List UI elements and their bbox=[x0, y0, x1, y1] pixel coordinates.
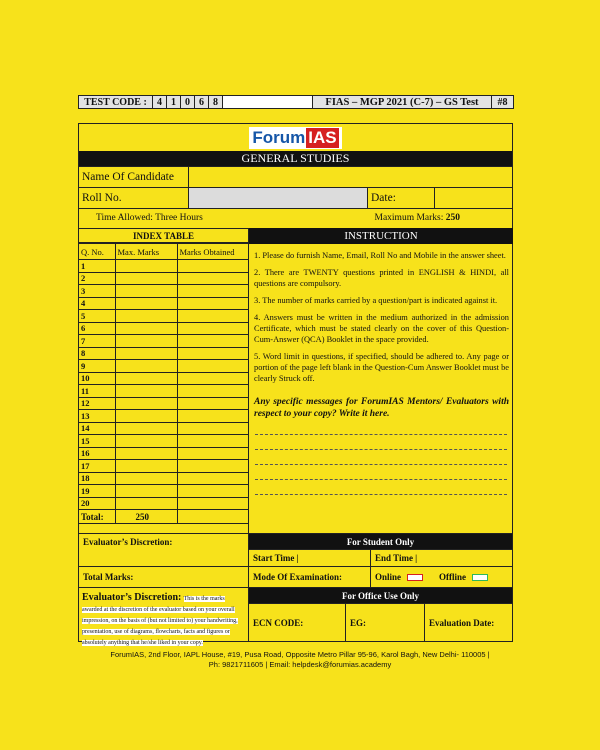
student-only-header: For Student Only bbox=[248, 533, 513, 550]
max-marks-cell bbox=[115, 335, 177, 348]
marks-obtained-cell[interactable] bbox=[177, 497, 248, 510]
max-marks-cell bbox=[115, 410, 177, 423]
max-marks-cell bbox=[115, 422, 177, 435]
answer-sheet-form bbox=[78, 123, 513, 646]
max-marks-value: 250 bbox=[445, 212, 460, 223]
question-number: 9 bbox=[79, 360, 115, 373]
message-line[interactable] bbox=[255, 480, 507, 495]
max-marks-cell bbox=[115, 285, 177, 298]
index-row bbox=[79, 335, 248, 348]
logo-ias-text: IAS bbox=[308, 127, 337, 147]
index-table bbox=[79, 228, 249, 533]
test-code-digit: 1 bbox=[167, 95, 181, 109]
marks-obtained-cell[interactable] bbox=[177, 435, 248, 448]
question-number: 6 bbox=[79, 322, 115, 335]
message-line[interactable] bbox=[255, 465, 507, 480]
question-number: 10 bbox=[79, 372, 115, 385]
max-marks-cell bbox=[115, 485, 177, 498]
roll-row bbox=[79, 187, 512, 208]
index-row bbox=[79, 272, 248, 285]
roll-label: Roll No. bbox=[79, 188, 189, 208]
marks-obtained-cell[interactable] bbox=[177, 372, 248, 385]
instruction-item: 1. Please do furnish Name, Email, Roll No and Mobile in the answer sheet. bbox=[254, 251, 506, 260]
mentor-message-prompt: Any specific messages for ForumIAS Mentors/ Evaluators with respect to your copy? Write it here. bbox=[254, 397, 509, 419]
max-marks-cell bbox=[115, 260, 177, 273]
name-row bbox=[79, 166, 512, 187]
max-marks-label: Maximum Marks: bbox=[374, 212, 444, 223]
index-row bbox=[79, 285, 248, 298]
marks-obtained-cell[interactable] bbox=[177, 285, 248, 298]
index-table-header bbox=[79, 244, 248, 260]
marks-obtained-cell[interactable] bbox=[177, 297, 248, 310]
question-number: 3 bbox=[79, 285, 115, 298]
max-marks-cell bbox=[115, 497, 177, 510]
message-line[interactable] bbox=[255, 435, 507, 450]
test-code-digit: 0 bbox=[181, 95, 195, 109]
total-obtained-cell bbox=[177, 510, 248, 524]
test-code-bar bbox=[78, 95, 514, 109]
marks-obtained-cell[interactable] bbox=[177, 485, 248, 498]
instruction-item: 4. Answers must be written in the medium authorized in the admission Certificate, which must be stated clearly on the cover of this Question-Cum-Answer (QCA) Booklet in the space provided. bbox=[254, 313, 509, 344]
max-marks-cell bbox=[115, 297, 177, 310]
max-marks-cell bbox=[115, 310, 177, 323]
question-number: 14 bbox=[79, 422, 115, 435]
total-value: 250 bbox=[115, 510, 177, 524]
marks-obtained-cell[interactable] bbox=[177, 422, 248, 435]
index-row bbox=[79, 410, 248, 423]
marks-obtained-cell[interactable] bbox=[177, 322, 248, 335]
index-row bbox=[79, 310, 248, 323]
footer-contact: Ph: 9821711605 | Email: helpdesk@forumias.academy bbox=[208, 660, 392, 669]
question-number: 13 bbox=[79, 410, 115, 423]
index-row bbox=[79, 260, 248, 273]
ecn-code-cell[interactable]: ECN CODE: bbox=[248, 603, 346, 642]
index-row bbox=[79, 397, 248, 410]
index-row bbox=[79, 485, 248, 498]
marks-obtained-cell[interactable] bbox=[177, 472, 248, 485]
total-marks-cell: Total Marks: bbox=[79, 566, 249, 588]
question-number: 5 bbox=[79, 310, 115, 323]
start-time-cell[interactable]: Start Time | bbox=[248, 549, 371, 567]
footer bbox=[0, 650, 600, 670]
evaluator-discretion-label: Evaluator’s Discretion: bbox=[83, 537, 173, 547]
offline-checkbox[interactable] bbox=[472, 574, 488, 581]
message-line[interactable] bbox=[255, 450, 507, 465]
question-number: 16 bbox=[79, 447, 115, 460]
roll-field[interactable] bbox=[189, 188, 368, 208]
instruction-item: 2. There are TWENTY questions printed in ENGLISH & HINDI, all questions are compulsory. bbox=[254, 268, 509, 288]
col-qno: Q. No. bbox=[79, 244, 115, 260]
question-number: 1 bbox=[79, 260, 115, 273]
mode-options bbox=[370, 566, 513, 588]
test-code-digit: 4 bbox=[153, 95, 167, 109]
marks-obtained-cell[interactable] bbox=[177, 310, 248, 323]
index-row bbox=[79, 497, 248, 510]
time-marks-row bbox=[79, 208, 512, 226]
name-field[interactable] bbox=[189, 167, 512, 187]
marks-obtained-cell[interactable] bbox=[177, 447, 248, 460]
index-total-row bbox=[79, 510, 248, 524]
question-number: 8 bbox=[79, 347, 115, 360]
total-label: Total: bbox=[79, 510, 115, 524]
index-table-title: INDEX TABLE bbox=[79, 229, 248, 243]
evaluator-discretion-note bbox=[79, 587, 249, 646]
max-marks-cell bbox=[115, 372, 177, 385]
time-allowed: Time Allowed: Three Hours bbox=[96, 212, 203, 223]
question-number: 7 bbox=[79, 335, 115, 348]
marks-obtained-cell[interactable] bbox=[177, 335, 248, 348]
question-number: 4 bbox=[79, 297, 115, 310]
index-row bbox=[79, 297, 248, 310]
evaluator-discretion-box bbox=[79, 533, 249, 567]
max-marks-cell bbox=[115, 322, 177, 335]
test-series-title: FIAS – MGP 2021 (C-7) – GS Test bbox=[313, 95, 492, 109]
col-max-marks: Max. Marks bbox=[115, 244, 177, 260]
name-label: Name Of Candidate bbox=[79, 167, 189, 187]
test-code-label: TEST CODE : bbox=[78, 95, 153, 109]
max-marks-cell bbox=[115, 447, 177, 460]
evaluation-date-cell[interactable]: Evaluation Date: bbox=[424, 603, 513, 642]
max-marks-cell bbox=[115, 472, 177, 485]
instruction-panel bbox=[249, 228, 513, 533]
end-time-cell[interactable]: End Time | bbox=[370, 549, 513, 567]
question-number: 18 bbox=[79, 472, 115, 485]
max-marks-cell bbox=[115, 460, 177, 473]
test-code-digit: 6 bbox=[195, 95, 209, 109]
question-number: 17 bbox=[79, 460, 115, 473]
marks-obtained-cell[interactable] bbox=[177, 385, 248, 398]
logo-forum-text: Forum bbox=[252, 127, 306, 147]
index-row bbox=[79, 447, 248, 460]
index-row bbox=[79, 422, 248, 435]
index-row bbox=[79, 360, 248, 373]
offline-label: Offline bbox=[439, 572, 467, 582]
question-number: 11 bbox=[79, 385, 115, 398]
eg-cell[interactable]: EG: bbox=[345, 603, 425, 642]
question-number: 15 bbox=[79, 435, 115, 448]
test-number: #8 bbox=[492, 95, 514, 109]
office-only-header: For Office Use Only bbox=[248, 587, 513, 604]
date-label: Date: bbox=[368, 188, 435, 208]
instruction-item: 5. Word limit in questions, if specified, should be adhered to. Any page or portion of the page left blank in the Question-Cum Answer Booklet must be clearly Struck off. bbox=[254, 352, 509, 383]
mode-of-exam-label: Mode Of Examination: bbox=[248, 566, 371, 588]
eval-disc-text: This is the marks awarded at the discretion of the evaluator based on your overall impression, on the basis of (but not limited to) your handwriting, presentation, use of diagrams, flowcharts, facts and figures or absolutely anything that he/she liked in your copy. bbox=[82, 596, 238, 646]
question-number: 12 bbox=[79, 397, 115, 410]
eval-disc-title: Evaluator’s Discretion: bbox=[82, 592, 182, 603]
footer-address: ForumIAS, 2nd Floor, IAPL House, #19, Pusa Road, Opposite Metro Pillar 95-96, Karol Bagh, New Delhi- 110005 | bbox=[110, 650, 490, 659]
index-row bbox=[79, 472, 248, 485]
index-row bbox=[79, 435, 248, 448]
max-marks-cell bbox=[115, 397, 177, 410]
index-row bbox=[79, 347, 248, 360]
date-field[interactable] bbox=[435, 188, 512, 208]
marks-obtained-cell[interactable] bbox=[177, 347, 248, 360]
max-marks-cell bbox=[115, 435, 177, 448]
marks-obtained-cell[interactable] bbox=[177, 272, 248, 285]
marks-obtained-cell[interactable] bbox=[177, 410, 248, 423]
max-marks bbox=[375, 213, 461, 223]
test-code-blank-field[interactable] bbox=[223, 95, 313, 109]
max-marks-cell bbox=[115, 360, 177, 373]
max-marks-cell bbox=[115, 272, 177, 285]
forumias-logo bbox=[249, 127, 341, 149]
question-number: 2 bbox=[79, 272, 115, 285]
marks-obtained-cell[interactable] bbox=[177, 460, 248, 473]
col-marks-obtained: Marks Obtained bbox=[177, 244, 248, 260]
index-row bbox=[79, 322, 248, 335]
index-row bbox=[79, 372, 248, 385]
test-code-digit: 8 bbox=[209, 95, 223, 109]
question-number: 19 bbox=[79, 485, 115, 498]
index-row bbox=[79, 385, 248, 398]
instruction-item: 3. The number of marks carried by a question/part is indicated against it. bbox=[254, 296, 498, 305]
index-row bbox=[79, 460, 248, 473]
message-line[interactable] bbox=[255, 420, 507, 435]
max-marks-cell bbox=[115, 347, 177, 360]
marks-obtained-cell[interactable] bbox=[177, 260, 248, 273]
online-checkbox[interactable] bbox=[407, 574, 423, 581]
question-number: 20 bbox=[79, 497, 115, 510]
marks-obtained-cell[interactable] bbox=[177, 360, 248, 373]
online-label: Online bbox=[375, 572, 402, 582]
max-marks-cell bbox=[115, 385, 177, 398]
bottom-block bbox=[79, 533, 513, 646]
instruction-title: INSTRUCTION bbox=[249, 228, 513, 244]
logo-row bbox=[79, 124, 512, 151]
marks-obtained-cell[interactable] bbox=[177, 397, 248, 410]
general-studies-header: GENERAL STUDIES bbox=[79, 151, 512, 166]
